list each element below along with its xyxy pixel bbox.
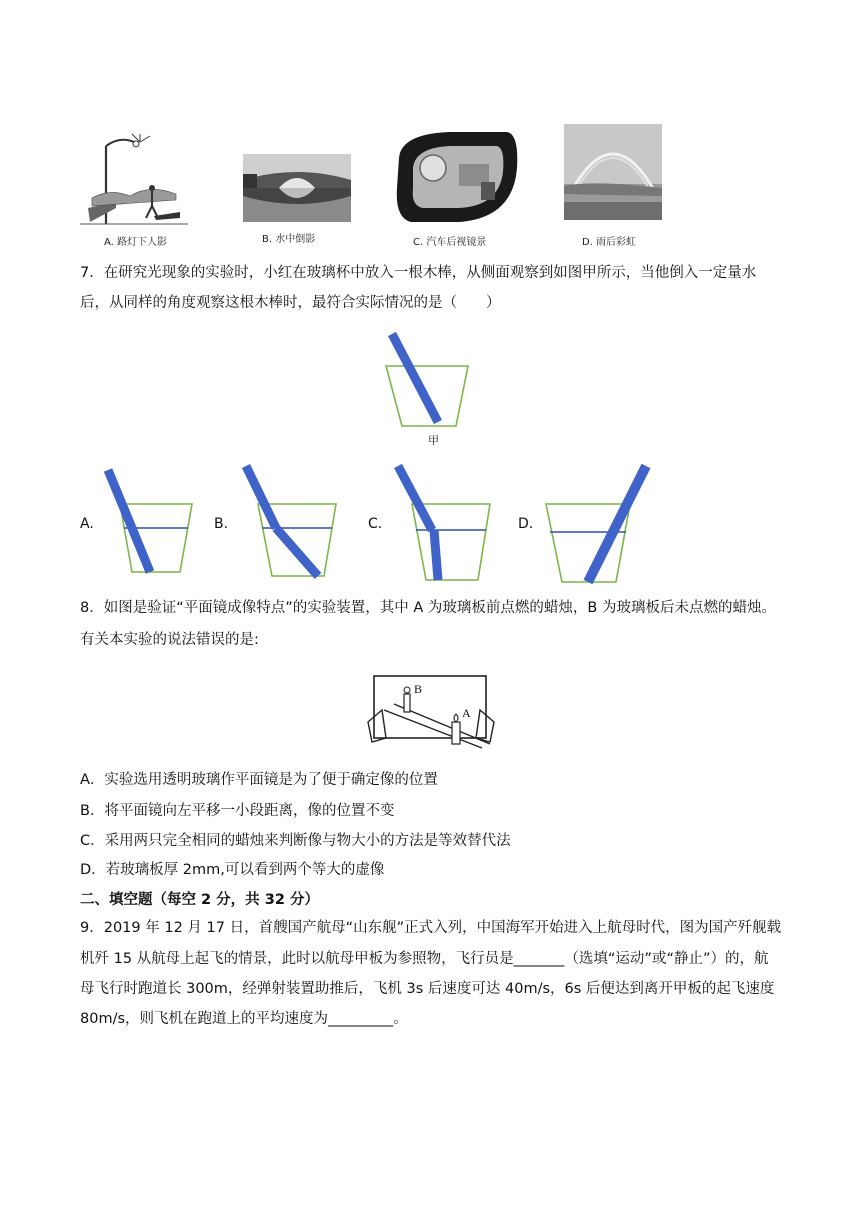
q7-line-1: 7．在研究光现象的实验时，小红在玻璃杯中放入一根木棒，从侧面观察到如图甲所示，当他倒入一定量水 [80, 265, 757, 281]
image-bridge-reflection [243, 154, 351, 222]
image-rainbow [564, 124, 662, 220]
q9-line-4: 80m/s，则飞机在跑道上的平均速度为_________。 [80, 1011, 408, 1027]
q7-option-d-label: D. [518, 516, 534, 532]
q8-line-2: 有关本实验的说法错误的是: [80, 632, 259, 648]
q7-option-c-figure [392, 462, 492, 584]
q7-option-a-label: A. [80, 516, 94, 532]
caption-d: D. 雨后彩虹 [582, 237, 637, 248]
q8-label-b: B [414, 682, 423, 696]
q7-option-a-figure [104, 468, 194, 578]
q7-line-2: 后，从同样的角度观察这根木棒时，最符合实际情况的是（ ） [80, 295, 501, 311]
q7-figure-jia [382, 330, 482, 430]
caption-c: C. 汽车后视镜景 [413, 237, 487, 248]
q8-mirror-apparatus [364, 668, 500, 752]
q8-option-b: B．将平面镜向左平移一小段距离，像的位置不变 [80, 803, 395, 819]
q9-line-2: 机歼 15 从航母上起飞的情景，此时以航母甲板为参照物，飞行员是_______（选填“运动”或“静止”）的，航 [80, 951, 769, 967]
section-title-fill-in: 二、填空题（每空 2 分，共 32 分） [80, 892, 319, 908]
q8-option-d: D．若玻璃板厚 2mm,可以看到两个等大的虚像 [80, 862, 385, 878]
q7-option-b-figure [238, 462, 338, 580]
q7-option-b-label: B. [214, 516, 229, 532]
q9-line-3: 母飞行时跑道长 300m，经弹射装置助推后，飞机 3s 后速度可达 40m/s，6s 后便达到离开甲板的起飞速度 [80, 981, 775, 997]
q7-option-c-label: C. [368, 516, 383, 532]
image-car-mirror [389, 128, 521, 226]
q7-figure-label: 甲 [428, 434, 439, 447]
q8-line-1: 8．如图是验证“平面镜成像特点”的实验装置，其中 A 为玻璃板前点燃的蜡烛，B 为玻璃板后未点燃的蜡烛。 [80, 600, 776, 616]
image-street-lamp [80, 128, 188, 230]
q8-option-c: C．采用两只完全相同的蜡烛来判断像与物大小的方法是等效替代法 [80, 833, 511, 849]
q8-option-a: A．实验选用透明玻璃作平面镜是为了便于确定像的位置 [80, 772, 438, 788]
q9-line-1: 9．2019 年 12 月 17 日，首艘国产航母“山东舰”正式入列，中国海军开始进入上航母时代，图为国产歼舰载 [80, 920, 782, 936]
caption-a: A. 路灯下人影 [104, 237, 168, 248]
q7-option-d-figure [542, 462, 652, 586]
q8-label-a: A [462, 706, 471, 720]
caption-b: B. 水中倒影 [262, 234, 316, 245]
